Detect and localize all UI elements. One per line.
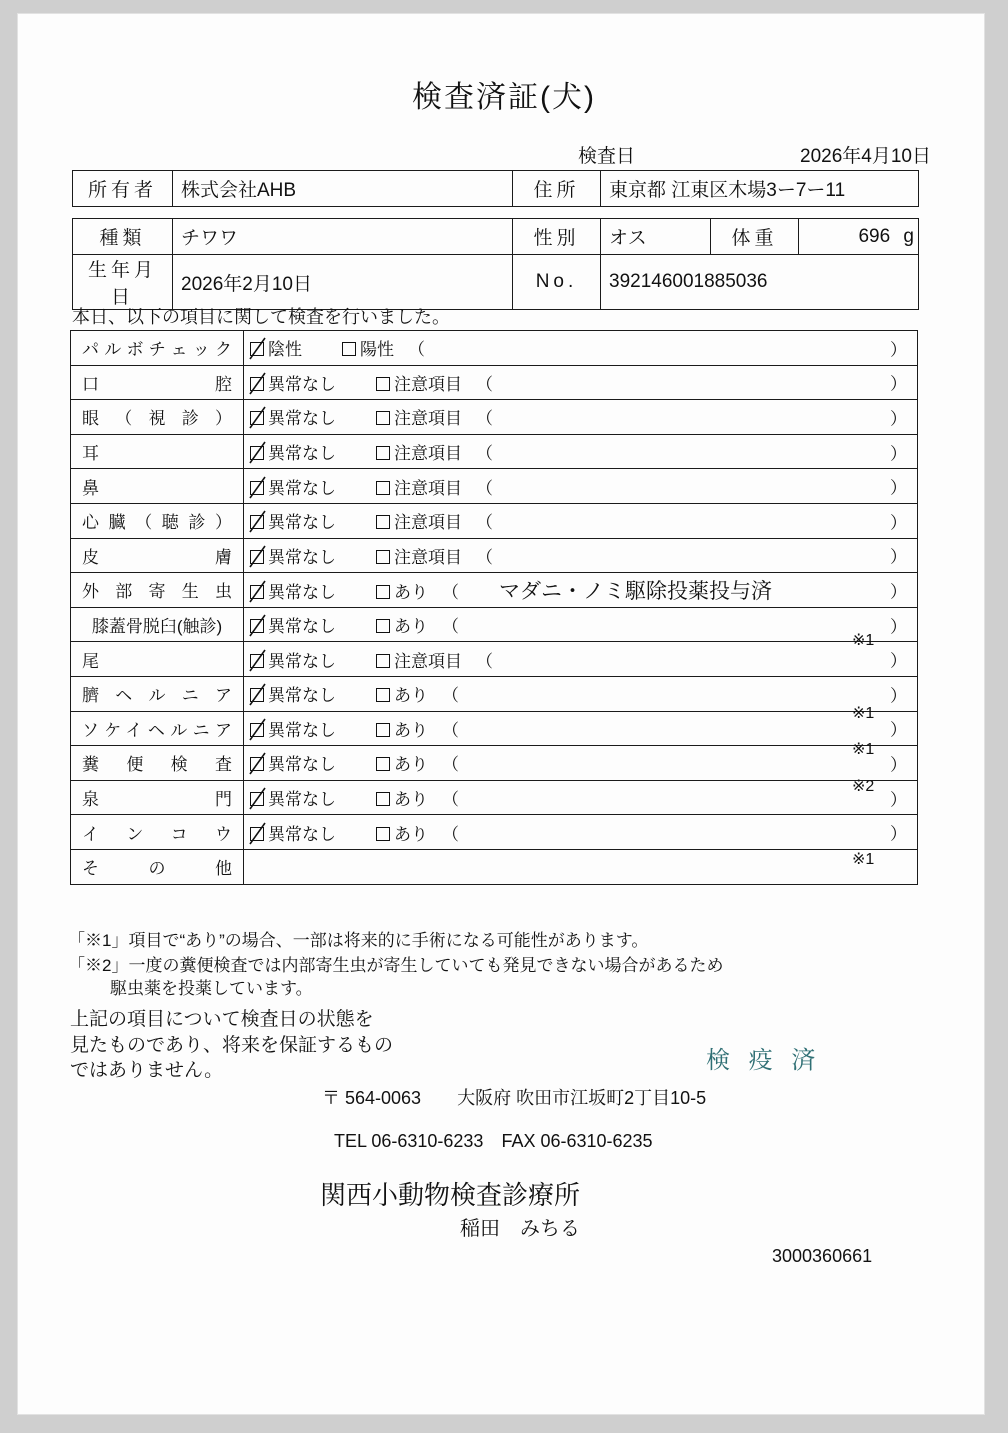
checklist-row	[71, 607, 918, 642]
table-row-owner	[73, 171, 919, 207]
note-paren-open: （	[442, 824, 459, 844]
checkbox-option-2[interactable]	[376, 439, 462, 464]
checklist-item-options	[244, 780, 918, 815]
checklist-item-options	[244, 469, 918, 504]
checklist-item-label: 眼（視診）	[71, 400, 244, 435]
footnote-1: 「※1」項目で“あり”の場合、一部は将来的に手術になる可能性があります。	[68, 931, 649, 950]
note-paren-open: （	[442, 790, 459, 810]
table-row-breed	[73, 219, 919, 255]
checkbox-option-1[interactable]	[250, 404, 336, 429]
checkbox-option-2[interactable]	[376, 370, 462, 395]
note-paren-open: （	[442, 755, 459, 775]
checkbox-icon[interactable]	[376, 411, 390, 425]
no-label: No.	[513, 255, 601, 310]
scan-edge-bottom	[0, 1414, 1008, 1433]
checkbox-option-2[interactable]	[376, 750, 428, 775]
checklist-row	[71, 365, 918, 400]
checkbox-icon[interactable]	[376, 550, 390, 564]
checklist-item-label: 鼻	[71, 469, 244, 504]
checklist-item-label: パルボチェック	[71, 331, 244, 366]
check-mark-icon	[249, 751, 267, 777]
checkbox-option-1-label: 異常なし	[268, 651, 336, 671]
checkbox-option-2-label: 注意項目	[394, 651, 462, 671]
checkbox-option-1[interactable]	[250, 335, 302, 360]
checkbox-option-2-label: あり	[394, 582, 428, 602]
note-paren-open: （	[442, 582, 459, 602]
note-paren-open: （	[476, 444, 493, 464]
checkbox-icon[interactable]	[250, 585, 264, 599]
birth-label: 生年月日	[73, 255, 173, 310]
breed-value: チワワ	[173, 219, 513, 255]
note-paren-open: （	[442, 720, 459, 740]
checkbox-icon[interactable]	[376, 757, 390, 771]
checkbox-icon[interactable]	[250, 377, 264, 391]
checklist-item-options	[244, 711, 918, 746]
check-mark-icon	[249, 405, 267, 431]
checkbox-option-1-label: 異常なし	[268, 824, 336, 844]
scan-edge-right	[984, 0, 1008, 1433]
checkbox-option-1-label: 異常なし	[268, 617, 336, 637]
note-paren-open: （	[442, 617, 459, 637]
owner-value: 株式会社AHB	[173, 171, 513, 207]
checkbox-icon[interactable]	[250, 550, 264, 564]
checkbox-option-1-label: 異常なし	[268, 409, 336, 429]
checkbox-option-1[interactable]	[250, 820, 336, 845]
note-paren-open: （	[408, 340, 425, 360]
checkbox-option-1-label: 異常なし	[268, 374, 336, 394]
checkbox-icon[interactable]	[376, 481, 390, 495]
checklist-row	[71, 815, 918, 850]
checkbox-icon[interactable]	[250, 688, 264, 702]
checklist-item-label: 臍ヘルニア	[71, 676, 244, 711]
checklist-row	[71, 503, 918, 538]
intro-text: 本日、以下の項目に関して検査を行いました。	[72, 307, 450, 327]
checkbox-option-1[interactable]	[250, 543, 336, 568]
footnote-2-line1: 「※2」一度の糞便検査では内部寄生虫が寄生していても発見できない場合があるため	[68, 956, 724, 975]
checkbox-icon[interactable]	[250, 481, 264, 495]
checkbox-option-1-label: 異常なし	[268, 478, 336, 498]
checklist-item-label: 泉門	[71, 780, 244, 815]
weight-value-cell	[799, 219, 919, 255]
header-table	[72, 170, 919, 207]
footnote-marker: ※1	[852, 850, 875, 868]
header-table-2	[72, 218, 919, 310]
checkbox-option-1-label: 異常なし	[268, 444, 336, 464]
checkbox-option-1[interactable]	[250, 578, 336, 603]
checkbox-icon[interactable]	[250, 792, 264, 806]
checkbox-option-1[interactable]	[250, 370, 336, 395]
checkbox-option-2-label: 注意項目	[394, 547, 462, 567]
checkbox-icon[interactable]	[376, 792, 390, 806]
checkbox-option-2[interactable]	[376, 716, 428, 741]
checkbox-option-2[interactable]	[376, 820, 428, 845]
checklist-row	[71, 746, 918, 781]
note-paren-close: ）	[890, 547, 907, 567]
checkbox-option-2-label: 注意項目	[394, 409, 462, 429]
checkbox-option-1-label: 異常なし	[268, 755, 336, 775]
checklist-row	[71, 400, 918, 435]
note-paren-open: （	[442, 686, 459, 706]
note-paren-close: ）	[890, 686, 907, 706]
note-paren-close: ）	[890, 824, 907, 844]
check-mark-icon	[249, 717, 267, 743]
checkbox-icon[interactable]	[376, 688, 390, 702]
checkbox-icon[interactable]	[376, 827, 390, 841]
checkbox-option-2-label: あり	[394, 824, 428, 844]
checkbox-icon[interactable]	[376, 654, 390, 668]
checkbox-option-2-label: 注意項目	[394, 444, 462, 464]
checkbox-icon[interactable]	[250, 757, 264, 771]
checkbox-option-2-label: あり	[394, 720, 428, 740]
check-mark-icon	[249, 336, 267, 362]
checklist-item-label: 尾	[71, 642, 244, 677]
checkbox-icon[interactable]	[376, 446, 390, 460]
note-paren-open: （	[476, 374, 493, 394]
weight-unit: g	[903, 225, 914, 247]
breed-label: 種類	[73, 219, 173, 255]
address-label: 住所	[513, 171, 601, 207]
disclaimer-line3: ではありません。	[70, 1060, 224, 1082]
checklist-item-label: 皮膚	[71, 538, 244, 573]
note-paren-open: （	[476, 513, 493, 533]
checkbox-icon[interactable]	[376, 585, 390, 599]
checklist-row	[71, 538, 918, 573]
weight-value: 696	[858, 225, 891, 247]
checkbox-option-1[interactable]	[250, 785, 336, 810]
footnote-marker: ※1	[852, 632, 875, 650]
check-mark-icon	[249, 440, 267, 466]
checkbox-option-2-label: あり	[394, 686, 428, 706]
checkbox-option-1-label: 異常なし	[268, 790, 336, 810]
disclaimer-line1: 上記の項目について検査日の状態を	[70, 1009, 374, 1030]
checklist-row	[71, 434, 918, 469]
disclaimer-text	[70, 1007, 393, 1084]
note-paren-close: ）	[890, 720, 907, 740]
checklist-item-options	[244, 331, 918, 366]
checklist-item-label: 外部寄生虫	[71, 573, 244, 608]
sex-label: 性別	[513, 219, 601, 255]
weight-label: 体重	[711, 219, 799, 255]
checklist-item-label: 耳	[71, 434, 244, 469]
checklist-row	[71, 780, 918, 815]
checkbox-icon[interactable]	[250, 342, 264, 356]
quarantine-stamp: 検 疫 済	[706, 1047, 822, 1074]
check-mark-icon	[249, 509, 267, 535]
checklist-item-comment: マダニ・ノミ駆除投薬投与済	[499, 579, 772, 603]
clinic-name: 関西小動物検査診療所	[320, 1180, 581, 1210]
checklist-row	[71, 849, 918, 884]
doctor-name: 稲田 みちる	[460, 1218, 580, 1240]
checkbox-option-2-label: 陽性	[360, 340, 394, 360]
footnote-2	[68, 955, 723, 1001]
checkbox-option-1[interactable]	[250, 716, 336, 741]
disclaimer-line2: 見たものであり、将来を保証するもの	[70, 1034, 394, 1056]
checklist-item-label: その他	[71, 849, 244, 884]
exam-date-label: 検査日	[578, 146, 636, 167]
checklist-item-options	[244, 607, 918, 642]
page-title: 検査済証(犬)	[412, 81, 596, 114]
checkbox-option-1-label: 異常なし	[268, 720, 336, 740]
checkbox-option-1[interactable]	[250, 681, 336, 706]
checklist-row	[71, 642, 918, 677]
note-paren-close: ）	[890, 374, 907, 394]
note-paren-close: ）	[890, 513, 907, 533]
checklist-item-options	[244, 849, 918, 884]
checkbox-option-1[interactable]	[250, 508, 336, 533]
note-paren-open: （	[476, 409, 493, 429]
checkbox-icon[interactable]	[250, 827, 264, 841]
checklist-row	[71, 331, 918, 366]
footnote-2-line2: 駆虫薬を投薬しています。	[110, 978, 313, 998]
checkbox-option-2-label: 注意項目	[394, 478, 462, 498]
checkbox-icon[interactable]	[250, 619, 264, 633]
note-paren-open: （	[476, 651, 493, 671]
checklist-item-label: 膝蓋骨脱臼(触診)	[71, 607, 244, 642]
owner-label: 所有者	[73, 171, 173, 207]
checkbox-icon[interactable]	[376, 723, 390, 737]
note-paren-close: ）	[890, 790, 907, 810]
checkbox-option-1[interactable]	[250, 647, 336, 672]
checkbox-option-2[interactable]	[376, 578, 428, 603]
footnote-marker: ※2	[852, 777, 875, 795]
checkbox-icon[interactable]	[376, 377, 390, 391]
note-paren-close: ）	[890, 755, 907, 775]
checkbox-option-2-label: 注意項目	[394, 374, 462, 394]
checklist-item-label: ソケイヘルニア	[71, 711, 244, 746]
checklist-table	[70, 330, 918, 885]
checkbox-option-2[interactable]	[376, 404, 462, 429]
checklist-item-options	[244, 538, 918, 573]
checkbox-option-1-label: 異常なし	[268, 547, 336, 567]
checklist-item-options	[244, 573, 918, 608]
note-paren-open: （	[476, 547, 493, 567]
checklist-row	[71, 469, 918, 504]
checklist-item-options	[244, 400, 918, 435]
note-paren-close: ）	[890, 651, 907, 671]
scan-edge-top	[0, 0, 1008, 14]
table-row-birth	[73, 255, 919, 310]
checklist-item-label: 糞便検査	[71, 746, 244, 781]
note-paren-close: ）	[890, 617, 907, 637]
checkbox-option-2[interactable]	[376, 612, 428, 637]
checkbox-option-2[interactable]	[376, 474, 462, 499]
checklist-row	[71, 711, 918, 746]
checkbox-icon[interactable]	[250, 446, 264, 460]
check-mark-icon	[249, 786, 267, 812]
checkbox-icon[interactable]	[250, 654, 264, 668]
check-mark-icon	[249, 371, 267, 397]
serial-number: 3000360661	[772, 1246, 873, 1266]
checkbox-option-1[interactable]	[250, 750, 336, 775]
checkbox-option-2-label: あり	[394, 755, 428, 775]
checklist-item-options	[244, 676, 918, 711]
checklist-row	[71, 676, 918, 711]
scan-edge-left	[0, 0, 18, 1433]
checkbox-option-2-label: あり	[394, 617, 428, 637]
checkbox-option-1[interactable]	[250, 612, 336, 637]
exam-date-value: 2026年4月10日	[800, 146, 931, 167]
check-mark-icon	[249, 613, 267, 639]
footnote-marker: ※1	[852, 741, 875, 759]
note-paren-close: ）	[890, 582, 907, 602]
note-paren-open: （	[476, 478, 493, 498]
checklist-item-options	[244, 503, 918, 538]
address-value: 東京都 江東区木場3ー7ー11	[601, 171, 919, 207]
note-paren-close: ）	[890, 409, 907, 429]
checkbox-option-2-label: あり	[394, 790, 428, 810]
checkbox-option-1-label: 異常なし	[268, 582, 336, 602]
checkbox-option-2[interactable]	[342, 335, 394, 360]
clinic-postal-address: 〒 564-0063 大阪府 吹田市江坂町2丁目10-5	[322, 1088, 707, 1108]
checklist-item-options	[244, 642, 918, 677]
checkbox-option-2[interactable]	[376, 508, 462, 533]
checkbox-icon[interactable]	[342, 342, 356, 356]
checkbox-icon[interactable]	[376, 515, 390, 529]
checkbox-icon[interactable]	[250, 723, 264, 737]
checkbox-option-2[interactable]	[376, 543, 462, 568]
checkbox-option-1-label: 異常なし	[268, 686, 336, 706]
birth-value: 2026年2月10日	[173, 255, 513, 310]
checklist-item-label: 口腔	[71, 365, 244, 400]
footnote-marker: ※1	[852, 705, 875, 722]
check-mark-icon	[249, 648, 267, 674]
checklist-item-label: 心臓（聴診）	[71, 503, 244, 538]
no-value: 392146001885036	[601, 255, 919, 310]
check-mark-icon	[249, 475, 267, 501]
checklist-item-label: インコウ	[71, 815, 244, 850]
note-paren-close: ）	[890, 340, 907, 360]
note-paren-close: ）	[890, 478, 907, 498]
checkbox-icon[interactable]	[376, 619, 390, 633]
checkbox-option-2-label: 注意項目	[394, 513, 462, 533]
checkbox-option-2[interactable]	[376, 681, 428, 706]
checkbox-icon[interactable]	[250, 515, 264, 529]
check-mark-icon	[249, 682, 267, 708]
check-mark-icon	[249, 579, 267, 605]
checklist-item-options	[244, 365, 918, 400]
checkbox-option-1[interactable]	[250, 474, 336, 499]
checklist-item-options	[244, 815, 918, 850]
checkbox-icon[interactable]	[250, 411, 264, 425]
checkbox-option-1-label: 異常なし	[268, 513, 336, 533]
checkbox-option-2[interactable]	[376, 647, 462, 672]
checklist-row	[71, 573, 918, 608]
checkbox-option-1-label: 陰性	[268, 340, 302, 360]
check-mark-icon	[249, 544, 267, 570]
check-mark-icon	[249, 821, 267, 847]
checkbox-option-1[interactable]	[250, 439, 336, 464]
checkbox-option-2[interactable]	[376, 785, 428, 810]
checklist-item-options	[244, 434, 918, 469]
checklist-item-options	[244, 746, 918, 781]
note-paren-close: ）	[890, 444, 907, 464]
sex-value: オス	[601, 219, 711, 255]
clinic-telephone: TEL 06-6310-6233 FAX 06-6310-6235	[334, 1131, 653, 1151]
